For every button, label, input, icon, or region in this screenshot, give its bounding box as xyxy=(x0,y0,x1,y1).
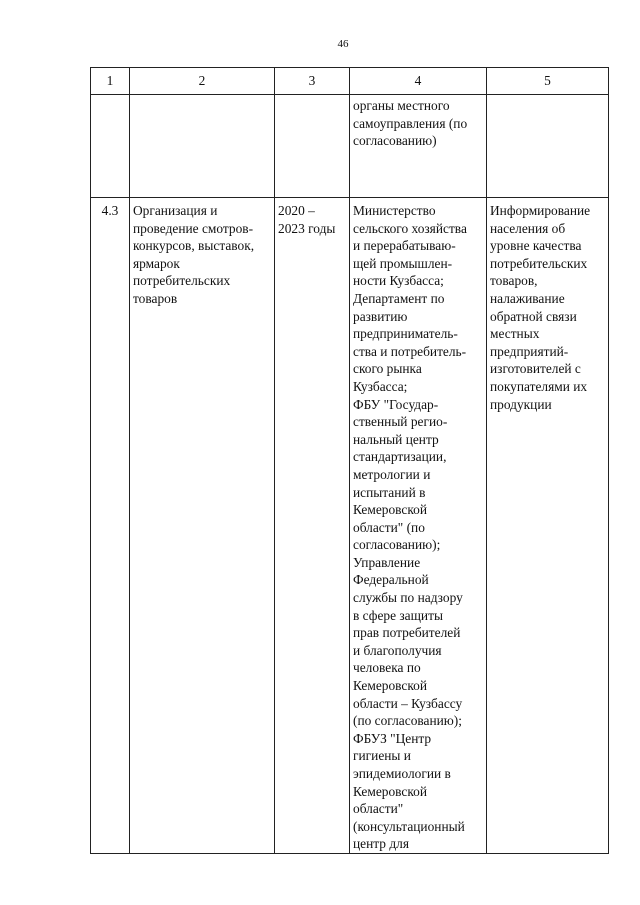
header-cell-5: 5 xyxy=(487,68,609,95)
page-number: 46 xyxy=(337,38,349,50)
result-cell xyxy=(487,95,609,198)
event-cell xyxy=(130,95,275,198)
header-cell-1: 1 xyxy=(91,68,130,95)
table-header-row xyxy=(91,68,609,95)
row-number: 4.3 xyxy=(101,203,119,218)
row-number-cell xyxy=(91,198,130,854)
executors-text: органы местного самоуправления (по согласованию) xyxy=(353,98,468,149)
header-cell-4: 4 xyxy=(350,68,487,95)
executors-text: Министерство сельского хозяйства и перерабатываю- щей промышлен- ности Кузбасса; Департамент по развитию предприниматель- ства и потребитель- ского рынка Кузбасса; ФБУ "Государ- ственный регио- нальный центр стандартизации, метрологии и испытаний в Кемеровской области" (по согласованию); Управление Федеральной службы по надзору в сфере защиты прав потребителей и благополучия человека по Кемеровской области – Кузбассу (по согласованию); ФБУЗ "Центр гигиены и эпидемиологии в Кемеровской области" (консультационный центр для xyxy=(353,203,467,852)
period-cell xyxy=(275,198,350,854)
program-table xyxy=(90,67,609,854)
result-cell xyxy=(487,198,609,854)
event-cell xyxy=(130,198,275,854)
row-number-cell xyxy=(91,95,130,198)
result-text: Информирование населения об уровне качества потребительских товаров, налаживание обратной связи местных предприятий- изготовителей с покупателями их продукции xyxy=(490,203,591,412)
executors-cell xyxy=(350,95,487,198)
header-cell-2: 2 xyxy=(130,68,275,95)
period-cell xyxy=(275,95,350,198)
header-cell-3: 3 xyxy=(275,68,350,95)
table-row xyxy=(91,198,609,854)
event-text: Организация и проведение смотров- конкурсов, выставок, ярмарок потребительских товаров xyxy=(133,203,255,306)
executors-cell xyxy=(350,198,487,854)
period-text: 2020 – 2023 годы xyxy=(278,203,336,236)
table-row xyxy=(91,95,609,198)
